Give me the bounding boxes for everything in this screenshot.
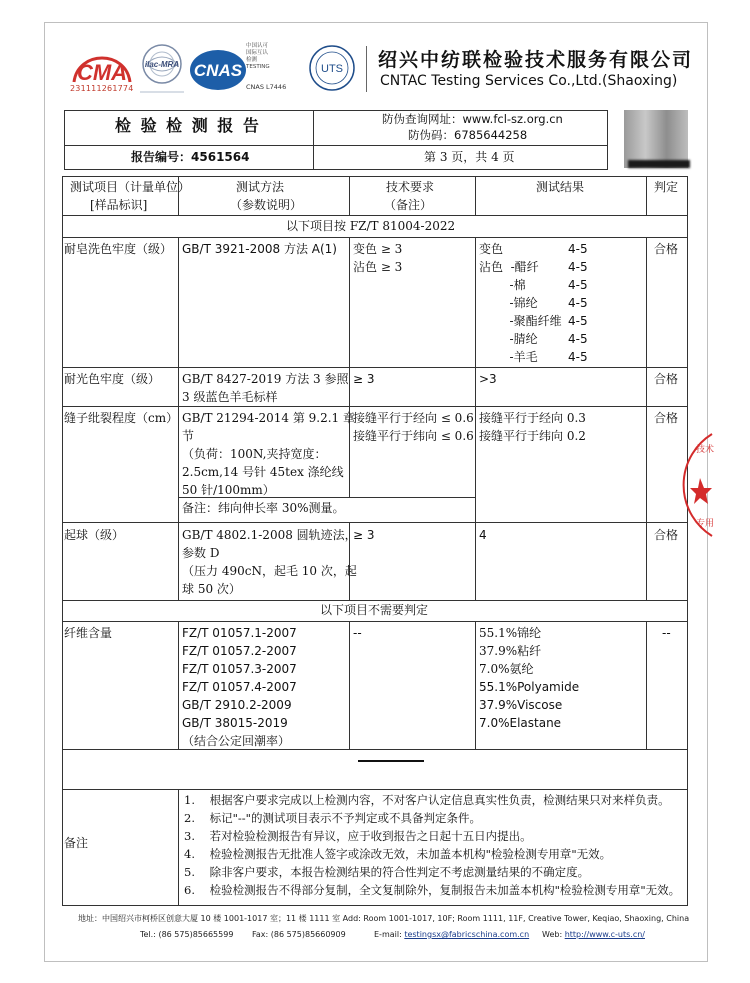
row3-verdict: 合格 [654, 411, 679, 425]
section-no-judgement: 以下项目不需要判定 [320, 603, 429, 617]
fiber-requirement: -- [353, 626, 362, 640]
web-link[interactable]: http://www.c-uts.cn/ [564, 930, 645, 939]
ilac-mra-logo-icon [136, 42, 188, 100]
row2-item: 耐光色牢度（级） [64, 372, 161, 386]
row4-method-3: 球 50 次） [182, 582, 241, 596]
row2-result: >3 [479, 372, 497, 386]
row3-req-0: 接缝平行于经向 ≤ 0.6 [353, 411, 474, 425]
ilac-label: ilac-MRA [144, 60, 180, 69]
row3-method-3: 2.5cm,14 号针 45tex 涤纶线 [182, 465, 344, 479]
row3-method-1: 节 [182, 429, 195, 443]
anti-fake-code: 6785644258 [454, 128, 528, 142]
row4-method-1: 参数 D [182, 546, 220, 560]
report-title-cell [64, 110, 314, 146]
footer-tel: Tel.: (86 575)85665599 [140, 930, 234, 939]
company-name-en: CNTAC Testing Services Co.,Ltd.(Shaoxing) [380, 73, 678, 89]
separator-line [358, 760, 424, 762]
anti-fake-cell [313, 110, 608, 146]
row2-method-0: GB/T 8427-2019 方法 3 参照 [182, 372, 349, 386]
header-method: 测试方法 [236, 180, 285, 194]
cma-label: CMA [76, 60, 128, 85]
row4-result: 4 [479, 528, 487, 542]
row1-verdict: 合格 [654, 242, 679, 256]
row4-verdict: 合格 [654, 528, 679, 542]
header-item-sub: [样品标识] [90, 198, 148, 212]
query-site-url: www.fcl-sz.org.cn [462, 112, 563, 126]
header-item: 测试项目（计量单位） [70, 180, 191, 194]
row4-req: ≥ 3 [353, 528, 375, 542]
stamp-text-0: 技术 [696, 445, 715, 455]
section-standard: 以下项目按 FZ/T 81004-2022 [286, 219, 456, 233]
row4-method-0: GB/T 4802.1-2008 圆轨迹法， [182, 528, 357, 542]
row3-result-1: 接缝平行于纬向 0.2 [479, 429, 586, 443]
fiber-item: 纤维含量 [64, 626, 113, 640]
header-requirement: 技术要求 [386, 180, 435, 194]
row3-result-0: 接缝平行于经向 0.3 [479, 411, 586, 425]
row4-method-2: （压力 490cN，起毛 10 次，起 [182, 564, 357, 578]
row3-req-1: 接缝平行于纬向 ≤ 0.6 [353, 429, 474, 443]
query-site-row: 防伪查询网址：www.fcl-sz.org.cn [382, 112, 563, 126]
header-result: 测试结果 [536, 180, 585, 194]
uts-label: UTS [321, 63, 343, 75]
cma-number: 231111261774 [70, 84, 134, 93]
row3-method-2: （负荷：100N,夹持宽度： [182, 447, 327, 461]
row2-req: ≥ 3 [353, 372, 375, 386]
red-stamp-fragment-icon [686, 430, 715, 540]
footer-email: E-mail: testingsx@fabricschina.com.cn [374, 930, 530, 939]
row3-note: 备注：纬向伸长率 30%测量。 [182, 501, 345, 515]
company-name-cn: 绍兴中纺联检验技术服务有限公司 [378, 49, 694, 71]
footer-web: Web: http://www.c-uts.cn/ [542, 930, 645, 939]
row1-req-0: 变色 ≥ 3 [353, 242, 403, 256]
row1-item: 耐皂洗色牢度（级） [64, 242, 173, 256]
row2-verdict: 合格 [654, 372, 679, 386]
footer-fax: Fax: (86 575)85660909 [252, 930, 346, 939]
cnas-small-text: 中国认可 国际互认 检测 TESTING [246, 43, 270, 70]
row3-method-4: 50 针/100mm） [182, 483, 275, 497]
header-method-sub: （参数说明） [230, 198, 303, 212]
report-number-cell [64, 145, 314, 170]
fiber-verdict: -- [662, 626, 671, 640]
notes-label: 备注 [64, 836, 89, 850]
header-verdict: 判定 [654, 180, 679, 194]
header-logos [70, 40, 710, 102]
page-info-cell [313, 145, 608, 170]
header-divider [366, 46, 367, 92]
uts-logo-icon [308, 44, 356, 92]
page-info: 第 3 页，共 4 页 [424, 150, 515, 164]
report-number: 报告编号：4561564 [131, 150, 250, 164]
row3-method-0: GB/T 21294-2014 第 9.2.1 章 [182, 411, 356, 425]
row4-item: 起球（级） [64, 528, 125, 542]
cnas-logo-icon [188, 44, 288, 100]
cnas-number: CNAS L7446 [246, 83, 287, 91]
stamp-text-1: 专用 [696, 519, 715, 529]
row2-method-1: 3 级蓝色羊毛标样 [182, 390, 278, 404]
footer-address: 地址：中国绍兴市柯桥区创意大厦 10 楼 1001-1017 室；11 楼 1111 室 Add: Room 1001-1017, 10F; Room 1111, 11F, Creative Tower, Keqiao, Shaoxing, China [78, 914, 690, 923]
anti-fake-row: 防伪码：6785644258 [408, 128, 528, 142]
report-title: 检 验 检 测 报 告 [115, 116, 261, 135]
header-requirement-sub: （备注） [384, 198, 433, 212]
row1-method: GB/T 3921-2008 方法 A(1) [182, 242, 337, 256]
qr-caption-blurred [628, 160, 690, 168]
cnas-label: CNAS [193, 61, 243, 80]
row3-item: 缝子纰裂程度（cm） [64, 411, 179, 425]
email-link[interactable]: testingsx@fabricschina.com.cn [404, 930, 530, 939]
row1-req-1: 沾色 ≥ 3 [353, 260, 403, 274]
